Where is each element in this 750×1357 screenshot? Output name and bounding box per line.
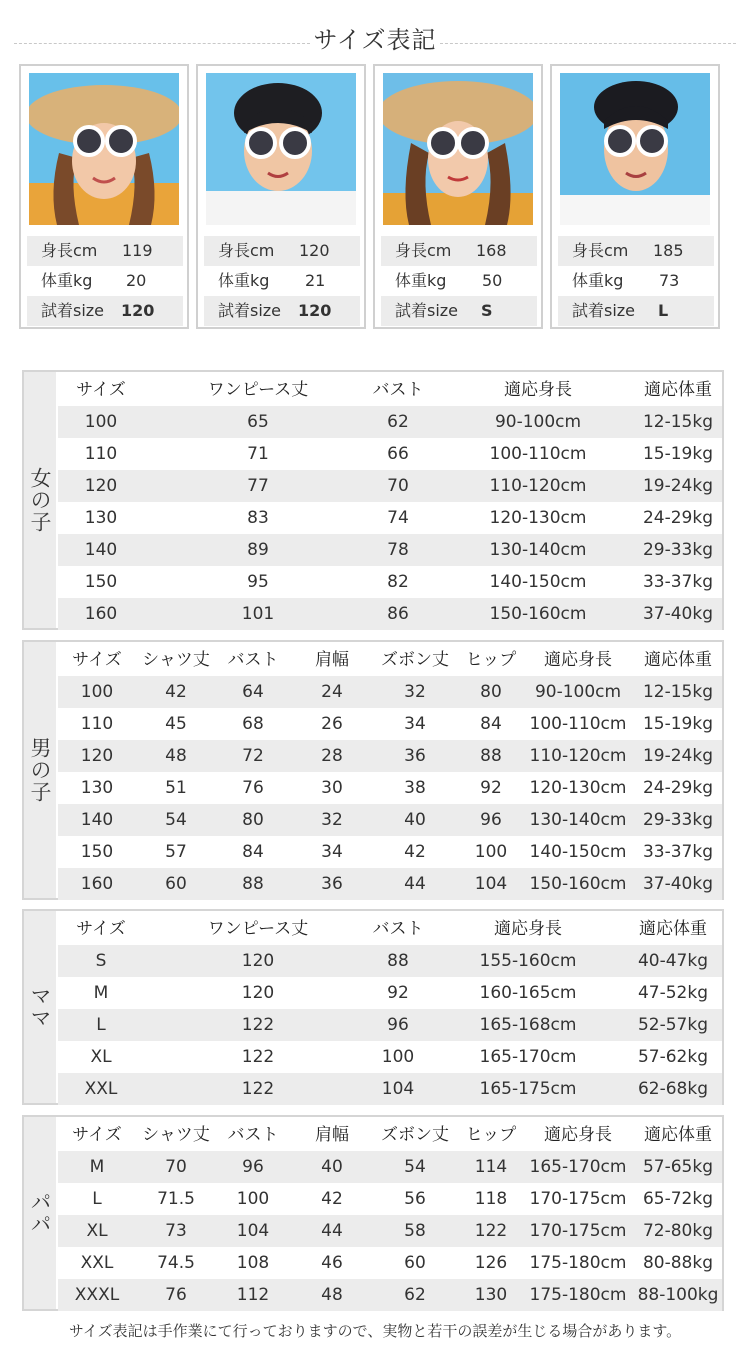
table-cell: XL: [86, 1221, 108, 1241]
table-side-label: [24, 642, 56, 898]
category-label: ママ: [28, 985, 52, 1029]
model-weight-row: [27, 266, 183, 296]
header-cell: サイズ: [76, 919, 126, 939]
table-cell: 40-47kg: [637, 951, 709, 971]
table-cell: 47-52kg: [637, 983, 709, 1003]
table-cell: 62: [387, 412, 409, 432]
table-cell: 130-140cm: [489, 540, 587, 560]
table-cell: 29-33kg: [642, 810, 714, 830]
size-label: 試着size: [218, 301, 282, 320]
table-cell: 150-160cm: [529, 874, 627, 894]
table-cell: 78: [387, 540, 409, 560]
model-height-row: [558, 236, 714, 266]
table-row: [58, 1073, 722, 1105]
table-cell: 92: [480, 778, 502, 798]
table-cell: 122: [241, 1079, 275, 1099]
table-cell: 12-15kg: [642, 412, 714, 432]
size-table-boy: [22, 640, 724, 900]
table-cell: 44: [321, 1221, 343, 1241]
weight-label: 体重kg: [41, 271, 93, 290]
table-cell: 57: [165, 842, 187, 862]
table-cell: 96: [480, 810, 502, 830]
table-cell: 165-170cm: [529, 1157, 627, 1177]
table-cell: XXXL: [74, 1285, 120, 1305]
header-cell: ワンピース丈: [207, 380, 309, 400]
header-cell: 適応体重: [639, 919, 707, 939]
table-cell: 130: [84, 508, 118, 528]
table-cell: 120-130cm: [529, 778, 627, 798]
table-cell: 77: [247, 476, 269, 496]
table-cell: 26: [321, 714, 343, 734]
table-cell: 62-68kg: [637, 1079, 709, 1099]
model-card-girl: [19, 64, 189, 329]
table-cell: 108: [236, 1253, 270, 1273]
table-header-row: [58, 1119, 722, 1151]
table-cell: 12-15kg: [642, 682, 714, 702]
table-row: [58, 1247, 722, 1279]
table-cell: 104: [474, 874, 508, 894]
table-cell: 36: [404, 746, 426, 766]
table-row: [58, 708, 722, 740]
table-cell: 34: [404, 714, 426, 734]
table-cell: 90-100cm: [534, 682, 622, 702]
table-cell: 110: [80, 714, 114, 734]
model-photo-boy: [206, 73, 356, 225]
table-cell: 175-180cm: [529, 1253, 627, 1273]
table-row: [58, 772, 722, 804]
table-cell: 19-24kg: [642, 746, 714, 766]
table-cell: XL: [90, 1047, 112, 1067]
header-cell: バスト: [227, 1125, 279, 1145]
height-label: 身長cm: [395, 241, 452, 260]
table-cell: 122: [241, 1015, 275, 1035]
weight-value: 50: [482, 271, 503, 290]
table-cell: 60: [165, 874, 187, 894]
header-cell: 適応体重: [644, 650, 712, 670]
size-label: 試着size: [572, 301, 636, 320]
table-cell: 112: [236, 1285, 270, 1305]
table-cell: 76: [165, 1285, 187, 1305]
header-cell: サイズ: [76, 380, 126, 400]
table-cell: 122: [474, 1221, 508, 1241]
model-card-mama: [373, 64, 543, 329]
table-cell: XXL: [84, 1079, 118, 1099]
table-cell: 90-100cm: [494, 412, 582, 432]
height-label: 身長cm: [218, 241, 275, 260]
table-row: [58, 1041, 722, 1073]
table-cell: 54: [165, 810, 187, 830]
header-cell: ズボン丈: [381, 650, 449, 670]
table-row: [58, 804, 722, 836]
table-cell: 110: [84, 444, 118, 464]
table-cell: 56: [404, 1189, 426, 1209]
header-cell: サイズ: [72, 1125, 122, 1145]
table-cell: 88: [387, 951, 409, 971]
table-cell: 150: [80, 842, 114, 862]
table-cell: 65-72kg: [642, 1189, 714, 1209]
table-row: [58, 740, 722, 772]
table-row: [58, 566, 722, 598]
header-cell: ヒップ: [465, 650, 517, 670]
table-cell: 32: [321, 810, 343, 830]
table-cell: 100-110cm: [489, 444, 587, 464]
table-cell: 84: [242, 842, 264, 862]
table-cell: 83: [247, 508, 269, 528]
table-side-label: [24, 911, 56, 1103]
header-cell: 適応身長: [544, 650, 612, 670]
table-cell: 100: [84, 412, 118, 432]
category-label: パパ: [28, 1191, 52, 1235]
table-cell: 68: [242, 714, 264, 734]
table-cell: 140: [84, 540, 118, 560]
footnote: サイズ表記は手作業にて行っておりますので、実物と若干の誤差が生じる場合があります。: [68, 1322, 682, 1340]
model-weight-row: [204, 266, 360, 296]
table-cell: 32: [404, 682, 426, 702]
table-cell: 100: [236, 1189, 270, 1209]
table-cell: 100: [80, 682, 114, 702]
model-size-row: [558, 296, 714, 326]
header-cell: 適応体重: [644, 380, 712, 400]
table-cell: 110-120cm: [529, 746, 627, 766]
size-table-mama: [22, 909, 724, 1105]
table-cell: 165-168cm: [479, 1015, 577, 1035]
weight-value: 21: [305, 271, 326, 290]
table-row: [58, 502, 722, 534]
model-height-row: [204, 236, 360, 266]
table-cell: 65: [247, 412, 269, 432]
table-cell: L: [92, 1189, 102, 1209]
model-weight-row: [558, 266, 714, 296]
table-cell: 100-110cm: [529, 714, 627, 734]
table-cell: 120: [241, 983, 275, 1003]
table-row: [58, 1009, 722, 1041]
table-cell: 104: [381, 1079, 415, 1099]
table-cell: 29-33kg: [642, 540, 714, 560]
table-cell: 58: [404, 1221, 426, 1241]
size-label: 試着size: [41, 301, 105, 320]
model-weight-row: [381, 266, 537, 296]
height-value: 120: [299, 241, 330, 260]
header-cell: シャツ丈: [142, 1125, 210, 1145]
size-value: L: [658, 301, 669, 320]
height-value: 185: [653, 241, 684, 260]
table-cell: 101: [241, 604, 275, 624]
table-cell: 46: [321, 1253, 343, 1273]
header-cell: バスト: [372, 380, 424, 400]
table-cell: 88-100kg: [637, 1285, 719, 1305]
table-cell: 52-57kg: [637, 1015, 709, 1035]
table-cell: 160: [84, 604, 118, 624]
model-card-papa: [550, 64, 720, 329]
table-cell: XXL: [80, 1253, 114, 1273]
table-cell: 54: [404, 1157, 426, 1177]
table-cell: 42: [404, 842, 426, 862]
table-cell: 62: [404, 1285, 426, 1305]
size-table-papa: [22, 1115, 724, 1311]
table-cell: 96: [387, 1015, 409, 1035]
size-value: 120: [298, 301, 332, 320]
category-label: 男の子: [28, 737, 52, 803]
table-cell: 42: [165, 682, 187, 702]
table-cell: 104: [236, 1221, 270, 1241]
header-cell: ズボン丈: [381, 1125, 449, 1145]
size-label: 試着size: [395, 301, 459, 320]
table-cell: 84: [480, 714, 502, 734]
height-label: 身長cm: [41, 241, 98, 260]
table-cell: 15-19kg: [642, 714, 714, 734]
table-cell: 130: [474, 1285, 508, 1305]
weight-label: 体重kg: [572, 271, 624, 290]
table-cell: 89: [247, 540, 269, 560]
table-cell: 40: [321, 1157, 343, 1177]
table-cell: 140-150cm: [489, 572, 587, 592]
table-cell: S: [95, 951, 107, 971]
table-cell: 88: [242, 874, 264, 894]
table-row: [58, 1183, 722, 1215]
table-cell: 120: [84, 476, 118, 496]
header-cell: 適応体重: [644, 1125, 712, 1145]
table-cell: 57-65kg: [642, 1157, 714, 1177]
table-cell: 96: [242, 1157, 264, 1177]
table-cell: 36: [321, 874, 343, 894]
table-cell: 130-140cm: [529, 810, 627, 830]
table-cell: 40: [404, 810, 426, 830]
table-cell: 71: [247, 444, 269, 464]
table-cell: 48: [321, 1285, 343, 1305]
table-cell: 170-175cm: [529, 1221, 627, 1241]
table-row: [58, 470, 722, 502]
table-cell: 71.5: [157, 1189, 195, 1209]
header-cell: サイズ: [72, 650, 122, 670]
table-row: [58, 1151, 722, 1183]
table-cell: 170-175cm: [529, 1189, 627, 1209]
table-row: [58, 1279, 722, 1311]
size-value: 120: [121, 301, 155, 320]
page-title: サイズ表記: [313, 26, 437, 54]
table-cell: 24: [321, 682, 343, 702]
table-cell: 42: [321, 1189, 343, 1209]
table-cell: 118: [474, 1189, 508, 1209]
header-cell: 適応身長: [544, 1125, 612, 1145]
table-cell: 114: [474, 1157, 508, 1177]
header-cell: バスト: [372, 919, 424, 939]
table-row: [58, 977, 722, 1009]
table-cell: 110-120cm: [489, 476, 587, 496]
table-cell: 100: [381, 1047, 415, 1067]
table-cell: 165-170cm: [479, 1047, 577, 1067]
table-cell: 74.5: [157, 1253, 195, 1273]
weight-label: 体重kg: [218, 271, 270, 290]
table-cell: 34: [321, 842, 343, 862]
table-header-row: [58, 913, 722, 945]
table-cell: 140-150cm: [529, 842, 627, 862]
table-cell: 51: [165, 778, 187, 798]
model-size-row: [27, 296, 183, 326]
table-cell: 57-62kg: [637, 1047, 709, 1067]
table-cell: 88: [480, 746, 502, 766]
table-cell: 15-19kg: [642, 444, 714, 464]
table-header-row: [58, 374, 722, 406]
table-cell: 120-130cm: [489, 508, 587, 528]
model-photo-mama: [383, 73, 533, 225]
table-cell: 24-29kg: [642, 508, 714, 528]
table-row: [58, 534, 722, 566]
table-cell: 30: [321, 778, 343, 798]
table-cell: 86: [387, 604, 409, 624]
table-cell: 122: [241, 1047, 275, 1067]
table-row: [58, 868, 722, 900]
table-cell: 48: [165, 746, 187, 766]
weight-value: 73: [659, 271, 680, 290]
table-cell: 80: [242, 810, 264, 830]
header-cell: 適応身長: [504, 380, 572, 400]
page-header: [0, 10, 750, 54]
height-value: 168: [476, 241, 507, 260]
table-cell: 82: [387, 572, 409, 592]
table-cell: 92: [387, 983, 409, 1003]
table-cell: M: [89, 1157, 105, 1177]
model-photo-papa: [560, 73, 710, 225]
table-cell: 19-24kg: [642, 476, 714, 496]
table-cell: 95: [247, 572, 269, 592]
table-side-label: [24, 1117, 56, 1309]
table-cell: 160: [80, 874, 114, 894]
table-cell: 72: [242, 746, 264, 766]
table-cell: 74: [387, 508, 409, 528]
table-cell: 70: [165, 1157, 187, 1177]
table-cell: 60: [404, 1253, 426, 1273]
table-cell: 80-88kg: [642, 1253, 714, 1273]
table-cell: 70: [387, 476, 409, 496]
size-table-girl: [22, 370, 724, 630]
table-cell: 100: [474, 842, 508, 862]
table-cell: 126: [474, 1253, 508, 1273]
table-cell: 37-40kg: [642, 874, 714, 894]
header-cell: 肩幅: [315, 650, 349, 670]
table-cell: 38: [404, 778, 426, 798]
header-cell: ヒップ: [465, 1125, 517, 1145]
height-label: 身長cm: [572, 241, 629, 260]
table-cell: 140: [80, 810, 114, 830]
category-label: 女の子: [28, 467, 52, 533]
table-row: [58, 836, 722, 868]
table-cell: 45: [165, 714, 187, 734]
table-row: [58, 1215, 722, 1247]
table-cell: 155-160cm: [479, 951, 577, 971]
table-cell: 28: [321, 746, 343, 766]
model-size-row: [204, 296, 360, 326]
model-height-row: [27, 236, 183, 266]
table-cell: 120: [80, 746, 114, 766]
table-cell: 76: [242, 778, 264, 798]
table-row: [58, 676, 722, 708]
table-cell: 33-37kg: [642, 842, 714, 862]
header-cell: ワンピース丈: [207, 919, 309, 939]
header-cell: 肩幅: [315, 1125, 349, 1145]
model-card-boy: [196, 64, 366, 329]
table-cell: 37-40kg: [642, 604, 714, 624]
weight-value: 20: [126, 271, 147, 290]
header-cell: 適応身長: [494, 919, 562, 939]
table-cell: 24-29kg: [642, 778, 714, 798]
table-side-label: [24, 372, 56, 628]
table-cell: 72-80kg: [642, 1221, 714, 1241]
table-cell: M: [93, 983, 109, 1003]
table-cell: 66: [387, 444, 409, 464]
table-cell: 64: [242, 682, 264, 702]
table-cell: 80: [480, 682, 502, 702]
table-cell: 120: [241, 951, 275, 971]
table-cell: 150: [84, 572, 118, 592]
table-header-row: [58, 644, 722, 676]
height-value: 119: [122, 241, 153, 260]
weight-label: 体重kg: [395, 271, 447, 290]
table-cell: 73: [165, 1221, 187, 1241]
model-height-row: [381, 236, 537, 266]
size-value: S: [481, 301, 493, 320]
header-cell: バスト: [227, 650, 279, 670]
table-cell: 175-180cm: [529, 1285, 627, 1305]
table-cell: 130: [80, 778, 114, 798]
table-row: [58, 406, 722, 438]
model-size-row: [381, 296, 537, 326]
table-row: [58, 438, 722, 470]
table-cell: 33-37kg: [642, 572, 714, 592]
table-cell: 165-175cm: [479, 1079, 577, 1099]
table-row: [58, 945, 722, 977]
model-photo-girl: [29, 73, 179, 225]
header-cell: シャツ丈: [142, 650, 210, 670]
table-cell: 160-165cm: [479, 983, 577, 1003]
table-cell: 150-160cm: [489, 604, 587, 624]
table-row: [58, 598, 722, 630]
table-cell: 44: [404, 874, 426, 894]
table-cell: L: [96, 1015, 106, 1035]
